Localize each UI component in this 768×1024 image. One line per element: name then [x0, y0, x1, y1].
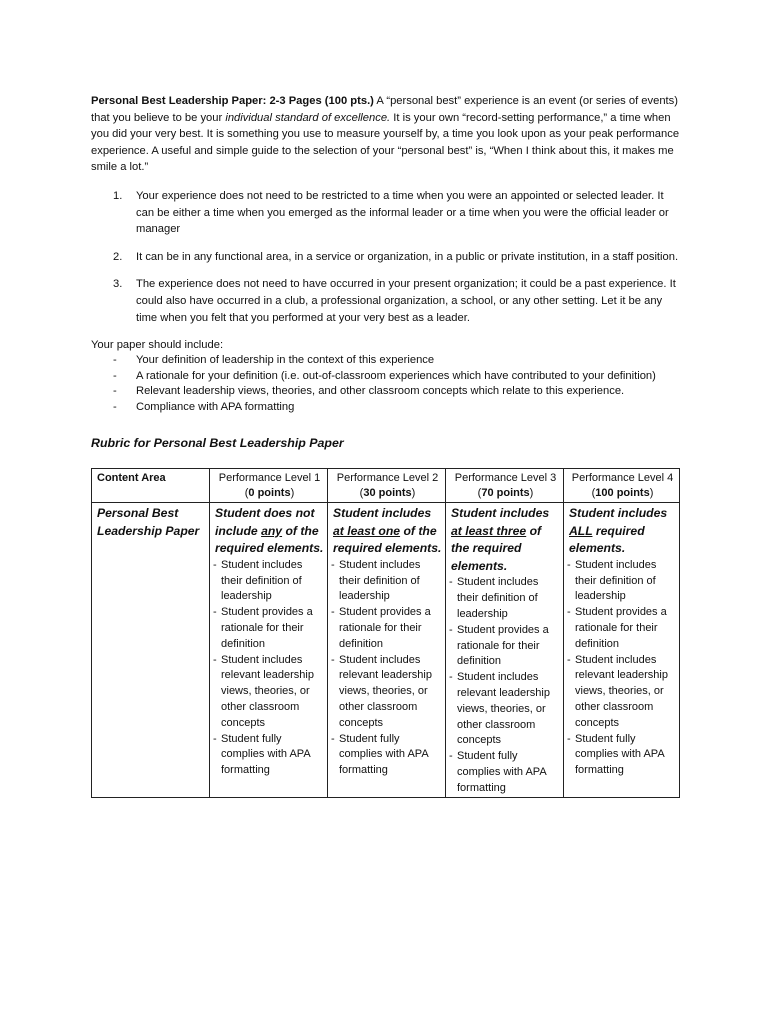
list-item: - Compliance with APA formatting	[113, 400, 295, 413]
list-item: - Student provides a rationale for their definition	[331, 606, 431, 650]
level-description: Student does not include any of the required elements.	[215, 506, 324, 556]
level-description: Student includes at least one of the required elements.	[333, 506, 442, 556]
criterion-label: Personal Best Leadership Paper	[97, 506, 200, 538]
list-item	[91, 188, 681, 238]
content-area-header: Content Area	[92, 468, 210, 503]
list-item: - Student provides a rationale for their definition	[567, 606, 667, 650]
include-heading: Your paper should include:	[91, 339, 224, 352]
element-list	[215, 558, 324, 779]
list-number: 2.	[113, 250, 123, 263]
level-header: Performance Level 2 (30 points)	[328, 468, 446, 503]
level-cell	[564, 503, 680, 798]
intro-text-1: A “personal best” experience is an event (or series of events) that you believe to be your	[91, 95, 678, 124]
list-item: - Student includes relevant leadership views, theories, or other classroom concepts	[567, 653, 668, 729]
level-description: Student includes ALL required elements.	[569, 506, 668, 556]
intro-paragraph	[91, 93, 681, 176]
list-item: - Student provides a rationale for their definition	[449, 623, 549, 668]
list-item: - Student fully complies with APA formatting	[331, 732, 429, 777]
list-item: - Student fully complies with APA formatting	[213, 732, 311, 777]
level-header: Performance Level 4 (100 points)	[564, 468, 680, 503]
list-item: - Student includes their definition of leadership	[449, 576, 539, 621]
list-item: - Student includes relevant leadership views, theories, or other classroom concepts	[213, 653, 314, 729]
list-item	[91, 276, 681, 326]
list-item: - Your definition of leadership in the context of this experience	[113, 354, 435, 367]
list-text: Compliance with APA formatting	[136, 400, 295, 413]
level-description: Student includes at least three of the required elements.	[451, 506, 550, 573]
rubric-title: Rubric for Personal Best Leadership Paper	[91, 435, 344, 450]
list-item: - Relevant leadership views, theories, and other classroom concepts which relate to this experience.	[113, 385, 625, 398]
list-item: - A rationale for your definition (i.e. out-of-classroom experiences which have contributed to your definition)	[113, 369, 656, 382]
level-header: Performance Level 1 (0 points)	[210, 468, 328, 503]
level-header: Performance Level 3 (70 points)	[446, 468, 564, 503]
level-cell	[210, 503, 328, 798]
list-item: - Student fully complies with APA formatting	[449, 750, 547, 794]
level-cell	[328, 503, 446, 798]
list-number: 3.	[113, 278, 123, 291]
list-number: 1.	[113, 189, 123, 202]
element-list	[569, 558, 676, 779]
document-page	[91, 93, 681, 798]
element-list	[333, 558, 442, 779]
criterion-cell	[92, 503, 210, 798]
list-item: - Student includes their definition of leadership	[213, 558, 303, 603]
element-list	[451, 575, 560, 796]
list-item: - Student provides a rationale for their definition	[213, 606, 313, 650]
intro-text-2: It is your own “record-setting performance,” a time when you did your very best. It is something you use to measure yourself by, a time you look upon as your peak performance experience. A useful and simple guide to the selection of your “personal best” is, “When I think about this, it makes me smile a lot.”	[91, 111, 680, 174]
list-item: - Student fully complies with APA formatting	[567, 732, 665, 777]
table-row	[92, 503, 680, 798]
paper-title: Personal Best Leadership Paper: 2-3 Pages (100 pts.)	[91, 95, 374, 107]
list-text: Relevant leadership views, theories, and other classroom concepts which relate to this experience.	[136, 385, 625, 398]
rubric-table	[91, 468, 680, 798]
include-list	[91, 353, 681, 415]
list-text: Your definition of leadership in the context of this experience	[136, 354, 435, 367]
list-item	[91, 249, 681, 266]
table-header-row	[92, 468, 680, 503]
list-item: - Student includes their definition of leadership	[331, 558, 421, 603]
list-item: - Student includes relevant leadership views, theories, or other classroom concepts	[449, 671, 550, 747]
list-text: Your experience does not need to be restricted to a time when you were an appointed or selected leader. It can be either a time when you emerged as the informal leader or a time when you were the official leader or manager	[136, 189, 669, 236]
list-text: A rationale for your definition (i.e. out-of-classroom experiences which have contributed to your definition)	[136, 369, 656, 382]
list-item: - Student includes relevant leadership views, theories, or other classroom concepts	[331, 653, 432, 729]
list-item: - Student includes their definition of leadership	[567, 558, 657, 603]
list-text: The experience does not need to have occurred in your present organization; it could be a past experience. It could also have occurred in a club, a professional organization, a school, or any other setting. Let it be any time when you felt that you performed at your very best as a leader.	[136, 278, 676, 324]
intro-italic: individual standard of excellence.	[225, 111, 391, 124]
level-cell	[446, 503, 564, 798]
numbered-list	[91, 188, 681, 326]
list-text: It can be in any functional area, in a service or organization, in a public or private institution, in a staff position.	[136, 250, 679, 263]
